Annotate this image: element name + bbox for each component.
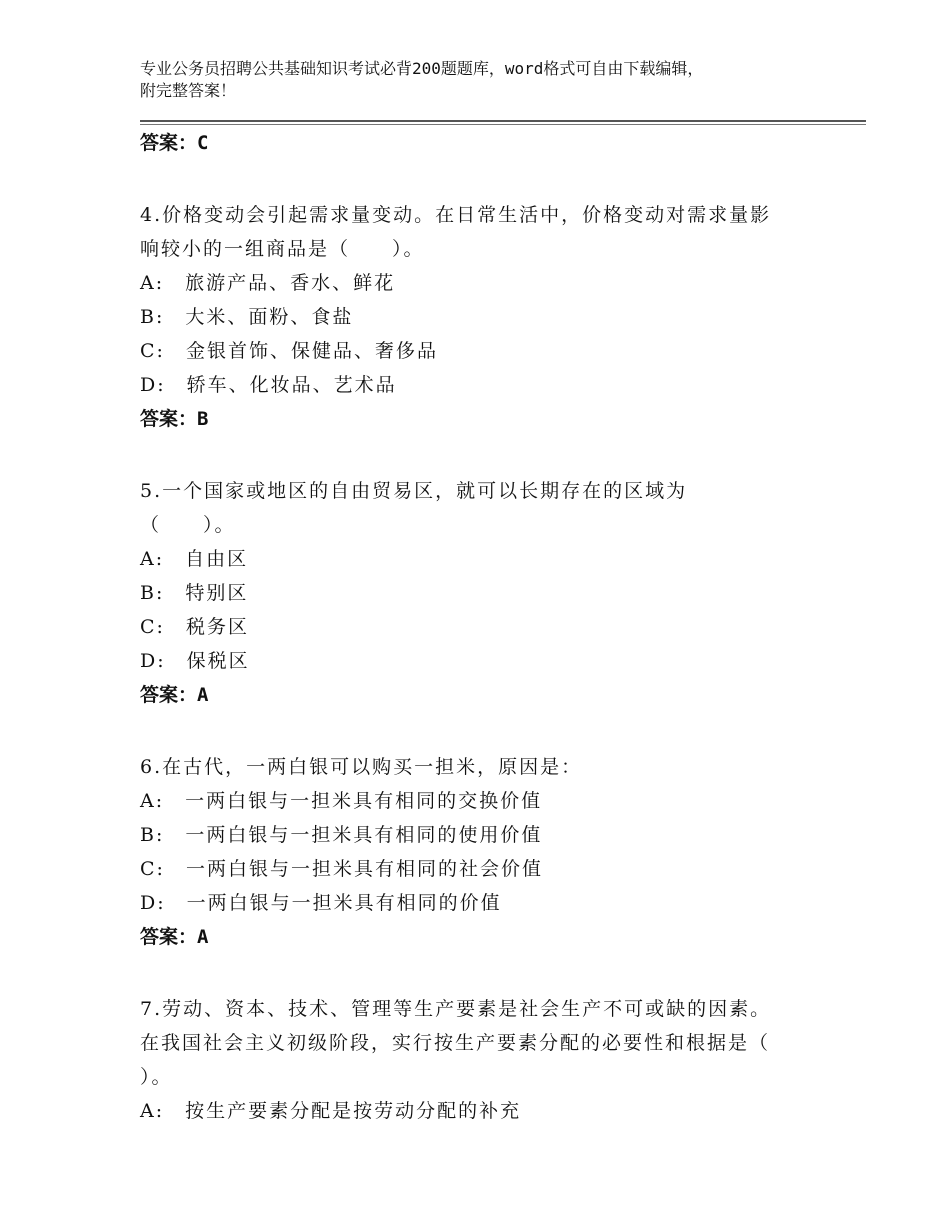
- answer-line: [140, 678, 810, 712]
- question-5: [140, 474, 810, 712]
- option-b: B: 特别区: [140, 582, 249, 604]
- answer-value: A: [197, 684, 209, 706]
- answer-label: 答案：: [140, 926, 198, 948]
- question-text-line: 7.劳动、资本、技术、管理等生产要素是社会生产不可或缺的因素。: [140, 998, 772, 1020]
- option-d: D: 保税区: [140, 650, 250, 672]
- answer-line: [140, 402, 810, 436]
- answer-label: 答案：: [140, 684, 198, 706]
- question-text-line: 6.在古代，一两白银可以购买一担米，原因是：: [140, 756, 583, 778]
- header-line-1: 专业公务员招聘公共基础知识考试必背200题题库，word格式可自由下载编辑，: [140, 59, 704, 78]
- option-b: B: 一两白银与一担米具有相同的使用价值: [140, 824, 543, 846]
- answer-label: 答案：: [140, 408, 198, 430]
- question-text-line: 在我国社会主义初级阶段，实行按生产要素分配的必要性和根据是（: [140, 1032, 771, 1054]
- question-6: [140, 750, 810, 954]
- question-text-line: ）。: [140, 1066, 173, 1088]
- question-text-line: 4.价格变动会引起需求量变动。在日常生活中，价格变动对需求量影: [140, 204, 772, 226]
- answer-label: 答案：: [140, 132, 198, 154]
- question-text-line: 响较小的一组商品是（ ）。: [140, 238, 425, 260]
- question-text-line: （ ）。: [140, 514, 236, 536]
- answer-value: B: [197, 408, 209, 430]
- option-c: C: 税务区: [140, 616, 249, 638]
- option-b: B: 大米、面粉、食盐: [140, 306, 354, 328]
- option-a: A: 按生产要素分配是按劳动分配的补充: [140, 1100, 522, 1122]
- option-c: C: 金银首饰、保健品、奢侈品: [140, 340, 438, 362]
- header-rule-thin: [140, 124, 866, 125]
- option-c: C: 一两白银与一担米具有相同的社会价值: [140, 858, 543, 880]
- question-4: [140, 198, 810, 436]
- option-d: D: 一两白银与一担米具有相同的价值: [140, 892, 502, 914]
- option-a: A: 自由区: [140, 548, 249, 570]
- answer-line: [140, 126, 810, 160]
- answer-value: C: [197, 132, 209, 154]
- option-a: A: 旅游产品、香水、鲜花: [140, 272, 396, 294]
- answer-value: A: [197, 926, 209, 948]
- answer-line: [140, 920, 810, 954]
- option-d: D: 轿车、化妆品、艺术品: [140, 374, 397, 396]
- header-rule-thick: [140, 120, 866, 122]
- question-7: [140, 992, 810, 1128]
- option-a: A: 一两白银与一担米具有相同的交换价值: [140, 790, 543, 812]
- document-header: [140, 58, 820, 102]
- document-body: [140, 126, 810, 1128]
- question-text-line: 5.一个国家或地区的自由贸易区，就可以长期存在的区域为: [140, 480, 688, 502]
- header-line-2: 附完整答案！: [140, 81, 237, 100]
